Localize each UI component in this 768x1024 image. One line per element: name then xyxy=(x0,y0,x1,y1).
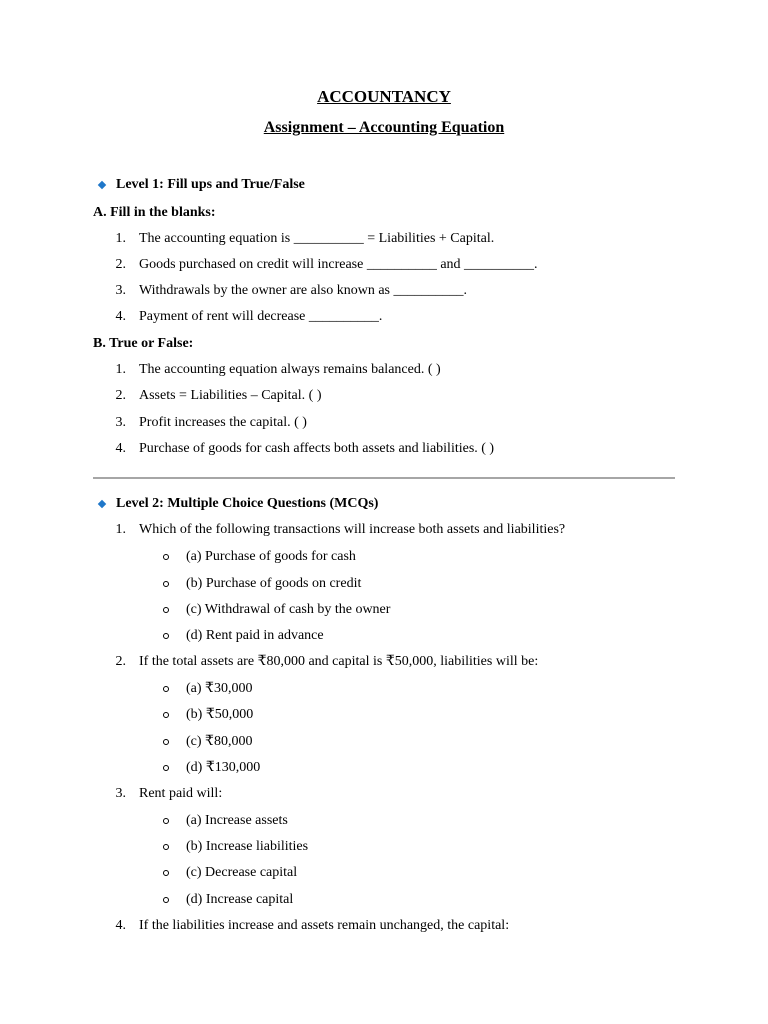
circle-bullet-icon xyxy=(163,870,169,876)
mcq-option: (c) Decrease capital xyxy=(186,865,298,880)
list-number: 3. xyxy=(115,283,126,298)
circle-bullet-icon xyxy=(163,844,169,850)
question-number: 3. xyxy=(115,786,126,801)
list-number: 1. xyxy=(115,362,126,377)
list-number: 1. xyxy=(115,231,126,246)
mcq-option: (a) ₹30,000 xyxy=(186,681,253,696)
section-b-heading: B. True or False: xyxy=(93,336,194,351)
list-number: 4. xyxy=(115,441,126,456)
circle-bullet-icon xyxy=(163,739,169,745)
mcq-option: (c) ₹80,000 xyxy=(186,734,253,749)
mcq-option: (a) Purchase of goods for cash xyxy=(186,549,356,564)
diamond-bullet-icon xyxy=(98,500,106,508)
circle-bullet-icon xyxy=(163,897,169,903)
question-number: 1. xyxy=(115,522,126,537)
level2-heading: Level 2: Multiple Choice Questions (MCQs) xyxy=(116,496,379,511)
list-number: 2. xyxy=(115,388,126,403)
mcq-question: If the liabilities increase and assets remain unchanged, the capital: xyxy=(139,918,510,933)
fill-blank-item: Goods purchased on credit will increase __________ and __________. xyxy=(139,257,538,272)
document-subtitle: Assignment – Accounting Equation xyxy=(263,119,505,136)
circle-bullet-icon xyxy=(163,581,169,587)
circle-bullet-icon xyxy=(163,712,169,718)
circle-bullet-icon xyxy=(163,633,169,639)
section-a-heading: A. Fill in the blanks: xyxy=(93,205,216,220)
mcq-option: (d) ₹130,000 xyxy=(186,760,261,775)
question-number: 4. xyxy=(115,918,126,933)
list-number: 2. xyxy=(115,257,126,272)
circle-bullet-icon xyxy=(163,818,169,824)
fill-blank-item: Payment of rent will decrease __________. xyxy=(139,309,383,324)
mcq-option: (b) Increase liabilities xyxy=(186,839,309,854)
circle-bullet-icon xyxy=(163,686,169,692)
section-divider xyxy=(93,477,675,479)
circle-bullet-icon xyxy=(163,607,169,613)
mcq-question: Rent paid will: xyxy=(139,786,223,801)
true-false-item: Purchase of goods for cash affects both assets and liabilities. ( ) xyxy=(139,441,495,456)
list-number: 4. xyxy=(115,309,126,324)
circle-bullet-icon xyxy=(163,554,169,560)
question-number: 2. xyxy=(115,654,126,669)
true-false-item: Profit increases the capital. ( ) xyxy=(139,415,307,430)
diamond-bullet-icon xyxy=(98,181,106,189)
document-title: ACCOUNTANCY xyxy=(317,87,451,106)
fill-blank-item: Withdrawals by the owner are also known as __________. xyxy=(139,283,467,298)
mcq-option: (d) Increase capital xyxy=(186,892,294,907)
mcq-option: (a) Increase assets xyxy=(186,813,288,828)
list-number: 3. xyxy=(115,415,126,430)
true-false-item: Assets = Liabilities – Capital. ( ) xyxy=(139,388,322,403)
true-false-item: The accounting equation always remains balanced. ( ) xyxy=(139,362,441,377)
mcq-question: Which of the following transactions will increase both assets and liabilities? xyxy=(139,522,566,537)
mcq-option: (d) Rent paid in advance xyxy=(186,628,324,643)
fill-blank-item: The accounting equation is __________ = Liabilities + Capital. xyxy=(139,231,495,246)
circle-bullet-icon xyxy=(163,765,169,771)
mcq-option: (c) Withdrawal of cash by the owner xyxy=(186,602,391,617)
mcq-question: If the total assets are ₹80,000 and capital is ₹50,000, liabilities will be: xyxy=(139,654,539,669)
mcq-option: (b) ₹50,000 xyxy=(186,707,254,722)
level1-heading: Level 1: Fill ups and True/False xyxy=(116,177,305,192)
mcq-option: (b) Purchase of goods on credit xyxy=(186,576,362,591)
